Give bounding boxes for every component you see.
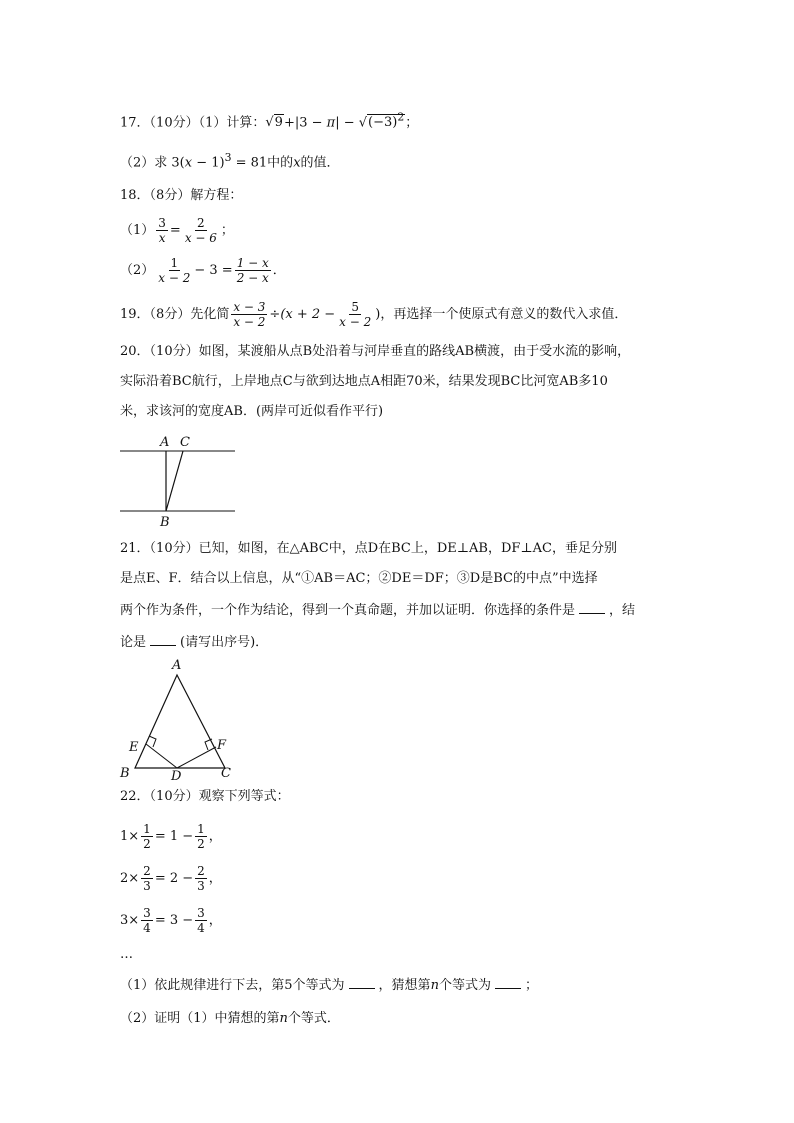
q21-line1: 21．（10分）已知，如图，在△ABC中，点D在BC上，DE⊥AB，DF⊥AC，垂足分别	[120, 541, 617, 556]
q22-ellipsis: …	[120, 947, 133, 962]
answer-blank	[349, 976, 375, 989]
right-angle-e	[149, 736, 156, 747]
q22-eq1: 1× $\frac{1}{2}$ = 1 − $\frac{1}{2}$ ，	[120, 822, 222, 851]
q22-header: 22．（10分）观察下列等式：	[120, 789, 290, 804]
q17-line1: 17．（10分）（1）计算：$√9+|3 - \pi| - √(-3)^2$；	[120, 108, 418, 133]
answer-blank	[579, 601, 605, 614]
q21-triangle-diagram	[115, 655, 245, 785]
q22-part1: （1）依此规律进行下去，第5个等式为 ，猜想第n个等式为 ；	[120, 978, 538, 993]
sqrt-neg3-squared: $√(-3)^2$	[358, 111, 405, 131]
q20-line3: 米，求该河的宽度AB．(两岸可近似看作平行)	[120, 404, 384, 419]
q18-header: 18．（8分）解方程：	[120, 188, 243, 203]
answer-blank	[150, 633, 176, 646]
q20-river-diagram	[110, 430, 250, 530]
fraction: $\frac{5}{x - 2}$	[339, 300, 372, 329]
label-b: B	[120, 766, 130, 781]
q17-header: 17．（10分）（1）计算：	[120, 115, 266, 131]
fraction: $\frac{2}{x - 6}$	[184, 216, 217, 245]
answer-blank	[495, 976, 521, 989]
q22-eq3: 3× $\frac{3}{4}$ = 3 − $\frac{3}{4}$ ，	[120, 906, 222, 935]
fraction: $\frac{1}{2}$	[197, 822, 205, 851]
q21-line2: 是点E、F．结合以上信息，从“①AB＝AC；②DE＝DF；③D是BC的中点”中选择	[120, 571, 598, 586]
q22-part2: （2）证明（1）中猜想的第n个等式．	[120, 1011, 340, 1026]
fraction: $\frac{1}{x - 2}$	[158, 256, 191, 285]
sqrt-9: √9	[265, 115, 283, 131]
fraction: $\frac{2}{3}$	[143, 864, 151, 893]
fraction: $\frac{3}{x}$	[158, 216, 166, 245]
label-a: A	[172, 658, 182, 673]
fraction: $\frac{3}{4}$	[143, 906, 151, 935]
q18-part1: （1） $\frac{3}{x}$ = $\frac{2}{x - 6}$ ；	[120, 216, 234, 245]
q20-line2: 实际沿着BC航行，上岸地点C与欲到达地点A相距70米，结果发现BC比河宽AB多10	[120, 374, 608, 389]
q20-line1: 20．（10分）如图，某渡船从点B处沿着与河岸垂直的路线AB横渡，由于受水流的影响，	[120, 344, 631, 359]
q18-part2: （2） $\frac{1}{x - 2}$ − 3 = $\frac{1 - x}{2 - x}$ ．	[120, 256, 286, 285]
label-c: C	[180, 435, 190, 450]
q21-line4: 论是 (请写出序号)．	[120, 635, 269, 650]
segment-de	[146, 744, 177, 768]
label-f: F	[217, 738, 227, 753]
label-c: C	[221, 766, 231, 781]
q21-line3: 两个作为条件，一个作为结论，得到一个真命题，并加以证明．你选择的条件是 ，结	[120, 603, 636, 618]
fraction: $\frac{x - 3}{x - 2}$	[233, 300, 266, 329]
label-b: B	[160, 515, 170, 530]
q17-line2: （2）求 $3(x - 1)^3 = 81$中的x的值．	[120, 151, 340, 171]
label-a: A	[160, 435, 170, 450]
q22-eq2: 2× $\frac{2}{3}$ = 2 − $\frac{2}{3}$ ，	[120, 864, 222, 893]
fraction: $\frac{1 - x}{2 - x}$	[236, 256, 269, 285]
fraction: $\frac{1}{2}$	[143, 822, 151, 851]
segment-df	[177, 747, 216, 768]
fraction: $\frac{2}{3}$	[197, 864, 205, 893]
fraction: $\frac{3}{4}$	[197, 906, 205, 935]
triangle-abc	[135, 675, 225, 768]
label-d: D	[171, 769, 182, 784]
q19-line: 19．（8分）先化简 $\frac{x - 3}{x - 2}$ ÷(x + 2 − $\frac{5}{x - 2}$ )，再选择一个使原式有意义的数代入求值．	[120, 300, 628, 329]
label-e: E	[129, 740, 139, 755]
segment-bc	[166, 451, 183, 511]
